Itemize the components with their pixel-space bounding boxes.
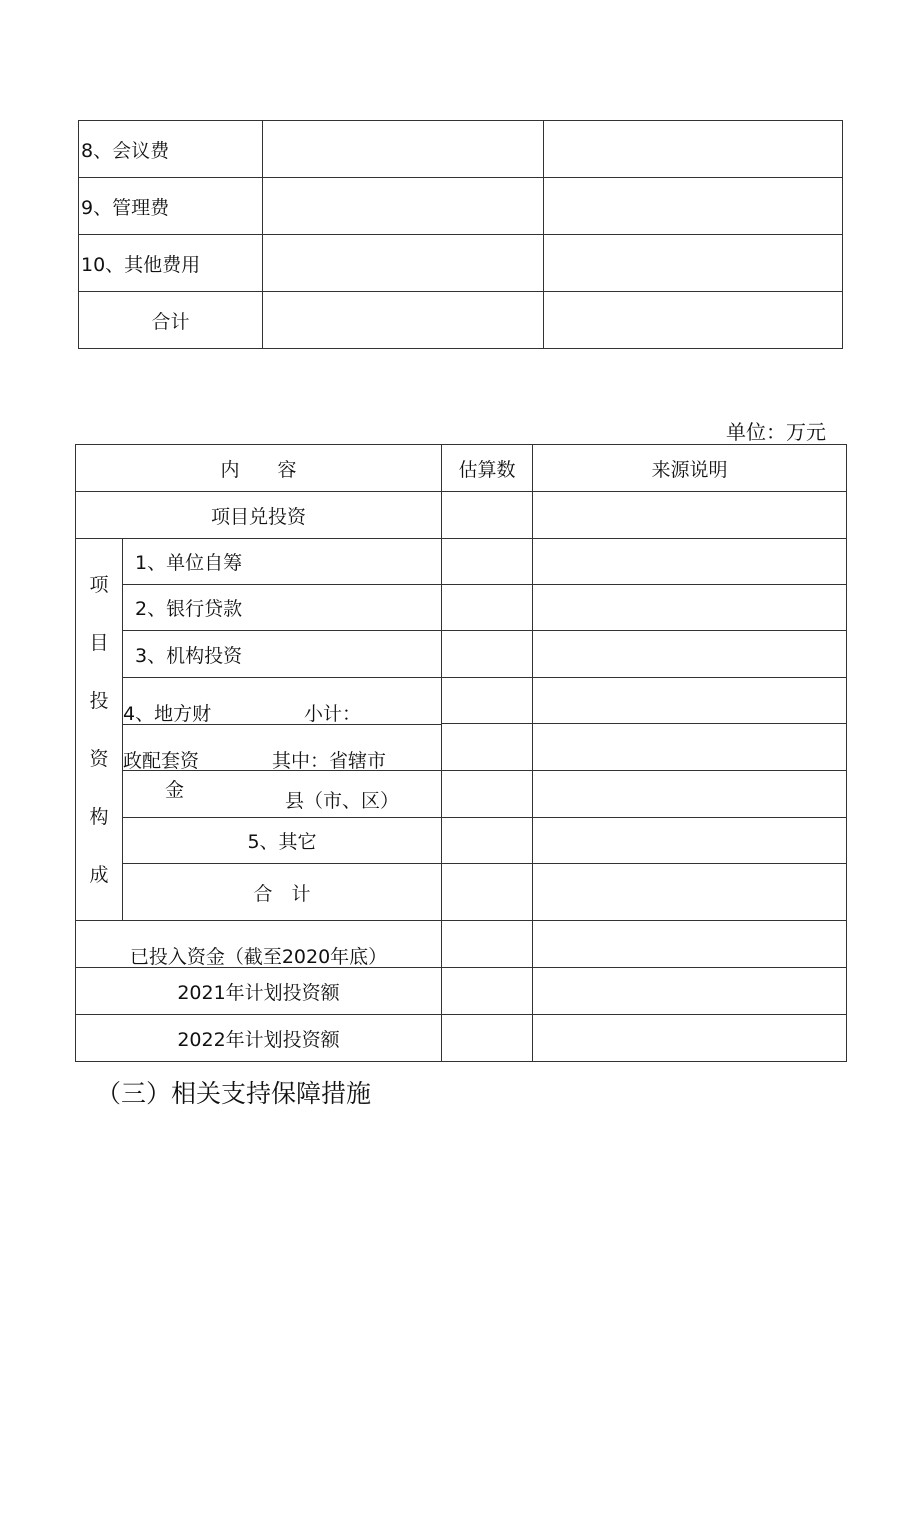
side-char: 投 — [89, 689, 109, 712]
section-heading: （三）相关支持保障措施 — [96, 1079, 372, 1108]
table-cell — [442, 770, 533, 817]
plan-2021-label: 2021年计划投资额 — [76, 968, 442, 1015]
header-source: 来源说明 — [533, 445, 847, 492]
table-row — [79, 178, 843, 235]
table-cell — [263, 178, 544, 235]
table-cell — [533, 539, 847, 585]
table-cell — [544, 235, 843, 292]
table-cell — [442, 492, 533, 539]
plan-2022-label: 2022年计划投资额 — [76, 1015, 442, 1062]
table-cell — [442, 968, 533, 1015]
item-self-funded: 1、单位自筹 — [123, 539, 442, 585]
table-cell — [533, 492, 847, 539]
table-row — [76, 864, 847, 921]
table-row — [76, 492, 847, 539]
table-cell — [442, 678, 533, 724]
table-cell — [263, 292, 544, 349]
item-local-gov-funds — [123, 678, 442, 818]
table-cell — [533, 585, 847, 631]
side-char: 构 — [89, 805, 109, 828]
table-cell — [533, 770, 847, 817]
table-cell — [263, 121, 544, 178]
item4-subtotal: 小计： — [304, 703, 362, 725]
table-row — [76, 539, 847, 585]
side-char: 成 — [89, 863, 109, 886]
table-cell — [533, 678, 847, 724]
investment-structure-label — [76, 539, 123, 921]
item4-line-b: 政配套资 — [123, 750, 200, 772]
table-row — [79, 235, 843, 292]
row-label-management-fee: 9、管理费 — [79, 178, 263, 235]
table-row — [76, 631, 847, 678]
item4-province: 其中：省辖市 — [272, 750, 387, 772]
row-label-meeting-fee: 8、会议费 — [79, 121, 263, 178]
header-content: 内 容 — [76, 445, 442, 492]
table-cell — [442, 864, 533, 921]
item4-county: 县（市、区） — [285, 790, 400, 812]
table-cell — [442, 539, 533, 585]
table-row — [76, 818, 847, 864]
table-row — [79, 121, 843, 178]
table-cell — [442, 631, 533, 678]
item-other: 5、其它 — [123, 818, 442, 864]
table-row — [76, 678, 847, 724]
table-cell — [544, 178, 843, 235]
table-cell — [533, 724, 847, 770]
item4-line-c: 金 — [165, 779, 185, 801]
table-header-row — [76, 445, 847, 492]
table-cell — [533, 1015, 847, 1062]
unit-label: 单位：万元 — [726, 420, 826, 444]
row-label-other-fees: 10、其他费用 — [79, 235, 263, 292]
table-cell — [533, 631, 847, 678]
expense-table — [78, 120, 843, 349]
table-cell — [263, 235, 544, 292]
item-institutional-investment: 3、机构投资 — [123, 631, 442, 678]
table-cell — [533, 968, 847, 1015]
table-row — [76, 1015, 847, 1062]
side-char: 项 — [89, 573, 109, 596]
total-investment-label: 项目兑投资 — [76, 492, 442, 539]
side-char: 目 — [89, 631, 109, 654]
side-char: 资 — [89, 747, 109, 770]
table-cell — [533, 818, 847, 864]
table-row — [76, 585, 847, 631]
subtotal-label: 合 计 — [123, 864, 442, 921]
funding-table — [75, 444, 847, 1062]
table-cell — [442, 1015, 533, 1062]
item4-line-a: 4、地方财 — [123, 703, 212, 725]
table-cell — [442, 921, 533, 968]
table-cell — [544, 292, 843, 349]
header-estimate: 估算数 — [442, 445, 533, 492]
table-cell — [442, 724, 533, 770]
table-cell — [533, 921, 847, 968]
invested-funds-label: 已投入资金（截至2020年底） — [76, 921, 442, 968]
table-row — [79, 292, 843, 349]
table-cell — [544, 121, 843, 178]
table-cell — [442, 585, 533, 631]
table-row — [76, 968, 847, 1015]
row-label-total: 合计 — [79, 292, 263, 349]
item-bank-loan: 2、银行贷款 — [123, 585, 442, 631]
table-row — [76, 921, 847, 968]
table-cell — [442, 818, 533, 864]
table-cell — [533, 864, 847, 921]
